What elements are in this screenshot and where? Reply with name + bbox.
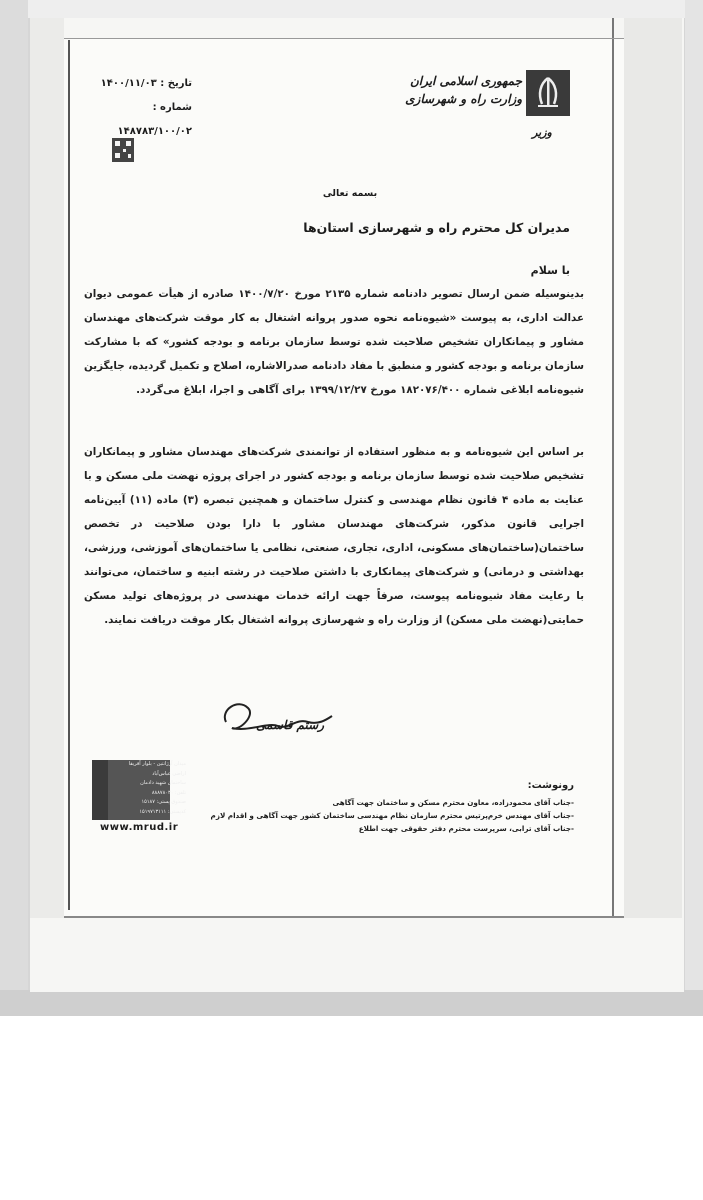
date-row	[82, 72, 192, 96]
cc-list	[200, 796, 574, 835]
address-line: میدان آرژانتین - بلوار آفریقا	[128, 761, 186, 767]
body-paragraph: بر اساس این شیوه‌نامه و به منظور استفاده از توانمندی شرکت‌های مهندسان مشاور و پیمانکاران تشخیص صلاحیت شده توسط سازمان برنامه و بودجه کشور در اجرای پروژه نهضت ملی مسکن و با عنایت به ماده ۴ قانون نظام مهندسی و کنترل ساختمان و همچنین تبصره (۳) ماده (۱۱) آیین‌نامه اجرایی قانون مذکور، شرکت‌های مهندسان مشاور با دارا بودن صلاحیت در تخصص ساختمان(ساختمان‌های مسکونی، اداری، تجاری، صنعتی، نظامی یا ساختمان‌های آموزشی، ورزشی، بهداشتی و درمانی) و شرکت‌های پیمانکاری با داشتن صلاحیت در رشته ابنیه و ساختمان، می‌توانند با رعایت مفاد شیوه‌نامه پیوست، صرفاً جهت ارائه خدمات مهندسی در پروژه‌های تولید مسکن حمایتی(نهضت ملی مسکن) از وزارت راه و شهرسازی پروانه اشتغال بکار موقت دریافت نمایند.	[84, 446, 585, 626]
address-line: اراضی عباس‌آباد	[152, 770, 186, 777]
signature-name: رستم قاسمی	[255, 718, 325, 732]
page-edge-top	[64, 38, 624, 39]
cc-item: -جناب آقای مهندس خرم‌پرتیس محترم سازمان نظام مهندسی ساختمان کشور جهت آگاهی و اقدام لازم	[210, 811, 574, 820]
ministry-masthead	[400, 72, 522, 108]
scan-border-top	[0, 0, 703, 18]
masthead-ministry: وزارت راه و شهرسازی	[405, 92, 522, 106]
greeting: با سلام	[530, 264, 570, 277]
iran-emblem-icon	[526, 70, 570, 116]
page-edge-bottom	[64, 916, 624, 918]
qr-code-icon	[112, 138, 134, 162]
date-label: تاریخ :	[160, 78, 192, 89]
scan-border-right	[685, 0, 703, 1016]
page-edge-left	[68, 40, 70, 910]
number-label: شماره :	[152, 102, 192, 113]
address-line: کدپستی: ۱۵۱۹۷۱۳۱۱۱	[139, 808, 186, 815]
address-line: تلفن: ۸۸۸۷۸۰۳۰	[151, 789, 186, 796]
date-value: ۱۴۰۰/۱۱/۰۳	[100, 78, 157, 89]
address-lines	[100, 760, 186, 817]
cc-item: -جناب آقای ترابی، سرپرست محترم دفتر حقوقی جهت اطلاع	[358, 824, 574, 833]
cc-title: رونوشت:	[527, 780, 574, 791]
minister-title: وزیر	[532, 126, 552, 139]
number-value: ۱۴۸۷۸۳/۱۰۰/۰۲	[117, 126, 192, 137]
number-row	[82, 96, 192, 144]
recipient-heading: مدیران کل محترم راه و شهرسازی استان‌ها	[303, 220, 570, 235]
page-edge-right	[612, 18, 614, 918]
invocation: بسمه تعالی	[322, 188, 378, 199]
website-link[interactable]: www.mrud.ir	[100, 822, 179, 833]
paper-shadow-left	[30, 18, 64, 918]
cc-item: -جناب آقای محمودزاده، معاون محترم مسکن و ساختمان جهت آگاهی	[332, 798, 574, 807]
scan-border-left	[0, 0, 28, 1016]
masthead-country: جمهوری اسلامی ایران	[409, 74, 522, 88]
paper-shadow-right	[624, 18, 682, 918]
body-paragraph: بدینوسیله ضمن ارسال تصویر دادنامه شماره ۲۱۳۵ مورخ ۱۴۰۰/۷/۲۰ صادره از هیأت عمومی دیوان عدالت اداری، به پیوست «شیوه‌نامه نحوه صدور پروانه اشتغال به کار موقت شرکت‌های مهندسان مشاور و پیمانکاران تشخیص صلاحیت شده توسط سازمان برنامه و بودجه کشور» که با مشارکت سازمان برنامه و بودجه کشور و منطبق با مفاد دادنامه صدرالاشاره، اصلاح و تکمیل گردیده، جایگزین شیوه‌نامه ابلاغی شماره ۱۸۲۰۷۶/۴۰۰ مورخ ۱۳۹۹/۱۲/۲۷ برای آگاهی و اجرا، ابلاغ می‌گردد.	[84, 288, 584, 396]
scan-border-bottom	[0, 990, 703, 1016]
address-line: صندوق پستی: ۱۵۱۸۷	[141, 799, 186, 805]
letter-meta	[82, 72, 192, 144]
address-line: ساختمان شهید دادمان	[140, 780, 186, 786]
